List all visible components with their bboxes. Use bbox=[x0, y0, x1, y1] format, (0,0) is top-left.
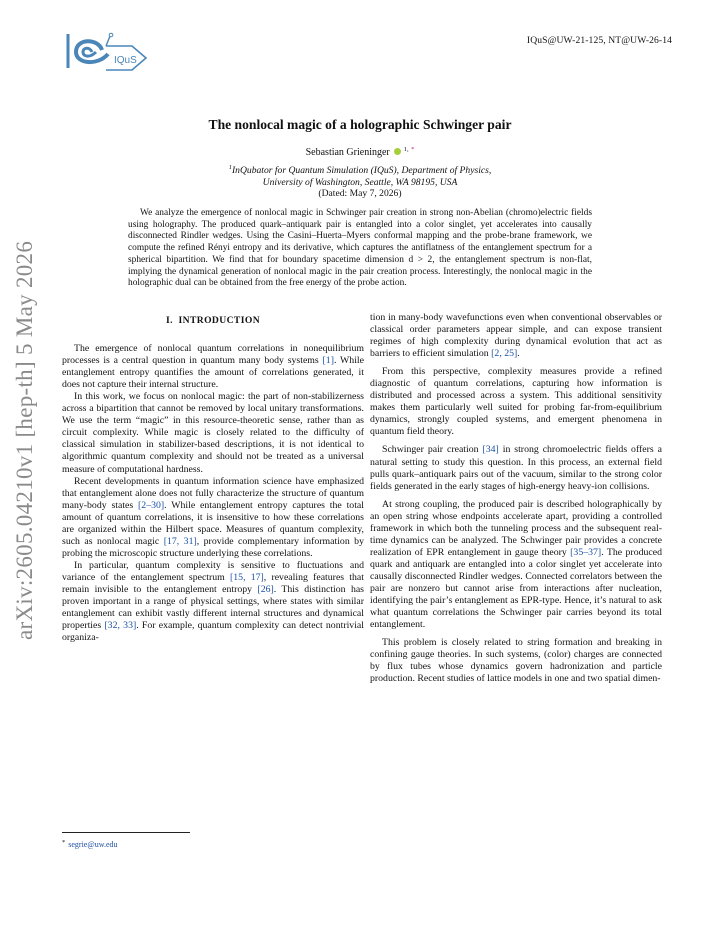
paragraph-text: Schwinger pair creation bbox=[382, 444, 483, 456]
paragraph-text: In this work, we focus on nonlocal magic: the part of non-stabilizerness across a bipartition that cannot be removed by local unitary transformations. We use the term “magic” in this resource-theoretic sense, rather than as circuit complexity. While magic is closely related to the difficulty of classical simulation in stabilizer-based descriptions, it is not identical to algorithmic quantum complexity and should not be treated as a universal measure of computational hardness. bbox=[62, 391, 364, 475]
paragraph-text: . This distinction has proven important in a range of physical settings, where states with similar entanglement can exhibit vastly different internal structures and dynamical properties bbox=[62, 583, 364, 632]
author-email-link[interactable]: segrie@uw.edu bbox=[68, 840, 118, 849]
iqus-logo bbox=[62, 28, 152, 76]
paragraph-text: Recent developments in quantum information science have emphasized that entanglement alone does not fully characterize the structure of quantum many-body states bbox=[62, 475, 364, 511]
paragraph-text: . The produced quark and antiquark are entangled into a color singlet yet accelerate into causally disconnected Rindler wedges. Connected correlators between the pair are nonzero but cannot arise from interactions after nucleation, identifying the pair’s entanglement as EPR-type. Hence, it’s natural to ask what quantum correlations the Schwinger pair carries beyond its total entanglement. bbox=[370, 546, 662, 631]
citation-link[interactable]: [2–30] bbox=[138, 499, 165, 511]
paragraph-text: . While entanglement entropy captures the total amount of quantum correlations, it is insensitive to how these correlations are organized within the Hilbert space. Measures of quantum complexity, such as nonlocal magic bbox=[62, 499, 364, 547]
logo-text: IQuS bbox=[114, 55, 137, 66]
affiliation-mark: 1, bbox=[403, 146, 409, 153]
affiliation-line-1: InQubator for Quantum Simulation (IQuS), Department of Physics, bbox=[231, 165, 492, 176]
footnote-rule bbox=[62, 832, 190, 833]
paragraph-text: in strong chromoelectric fields offers a natural setting to study this question. In this process, an external field pulls quark–antiquark pairs out of the vacuum, similar to the strong color fields generated in the early stages of high-energy heavy-ion collisions. bbox=[370, 444, 663, 492]
citation-link[interactable]: [17, 31] bbox=[163, 535, 197, 547]
author-name: Sebastian Grieninger bbox=[305, 147, 390, 158]
paragraph-text: . bbox=[517, 348, 520, 360]
paragraph-text: . For example, quantum complexity can detect nontrivial organiza- bbox=[62, 620, 364, 644]
report-number: IQuS@UW-21-125, NT@UW-26-14 bbox=[526, 35, 672, 46]
paragraph-text: The emergence of nonlocal quantum correlations in nonequilibrium processes is a central question in quantum many body systems bbox=[62, 343, 364, 367]
footnote-mark: * bbox=[62, 839, 66, 846]
section-number: I. bbox=[165, 315, 173, 326]
paragraph-text: From this perspective, complexity measures provide a refined diagnostic of quantum correlations, capturing how information is distributed and processed across a system. This additional sensitivity makes them particularly well suited for probing far-from-equilibrium dynamics, strongly coupled systems, and emergent phenomena in quantum field theory. bbox=[370, 366, 662, 438]
paragraph bbox=[370, 637, 662, 685]
paragraph bbox=[62, 391, 364, 475]
paragraph bbox=[62, 476, 364, 560]
email-footnote-link[interactable]: * bbox=[411, 146, 415, 153]
paragraph bbox=[370, 312, 662, 360]
dated-line: (Dated: May 7, 2026) bbox=[318, 188, 402, 199]
abstract: We analyze the emergence of nonlocal magic in Schwinger pair creation in strong non-Abelian (chromo)electric fields using holography. The produced quark–antiquark pair is entangled into a color singlet, yet accelerates into causally disconnected Rindler wedges. Using the Casini–Huerta–Myers conformal mapping and the probe-brane framework, we compute the refined Rényi entropy and its derivative, which captures the antiflatness of the entanglement spectrum for a spherical bipartition. We find that for boundary spacetime dimension d > 2, the entanglement spectrum is non-flat, implying the dynamical generation of nonlocal magic in the pair creation process. Interestingly, the nonlocal magic in the holographic dual can be obtained from the free energy of the probe action. bbox=[128, 208, 592, 289]
section-title: INTRODUCTION bbox=[178, 315, 261, 326]
section-heading bbox=[62, 315, 364, 327]
citation-link[interactable]: [26] bbox=[257, 583, 274, 595]
paragraph bbox=[62, 343, 364, 391]
author-line bbox=[0, 146, 720, 158]
right-column bbox=[370, 312, 662, 685]
citation-link[interactable]: [32, 33] bbox=[104, 620, 137, 632]
paragraph bbox=[370, 499, 662, 632]
footnote bbox=[62, 839, 118, 849]
paragraph-text: At strong coupling, the produced pair is described holographically by an open string whose endpoints accelerate apart, providing a controlled framework in which both the tunneling process and the subsequent real-time dynamics can be analyzed. The Schwinger pair provides a concrete realization of EPR entanglement in gauge theory bbox=[370, 498, 662, 558]
paragraph-text: In particular, quantum complexity is sensitive to fluctuations and variance of the entanglement spectrum bbox=[62, 559, 364, 583]
paragraph-text: , provide complementary information by probing the microscopic structure underlying these correlations. bbox=[62, 535, 364, 559]
affiliation bbox=[0, 162, 720, 189]
citation-link[interactable]: [1] bbox=[322, 355, 334, 367]
left-paragraphs bbox=[62, 343, 364, 644]
citation-link[interactable]: [34] bbox=[482, 444, 499, 456]
citation-link[interactable]: [15, 17] bbox=[230, 571, 264, 583]
paragraph bbox=[370, 366, 662, 438]
paragraph-text: This problem is closely related to string formation and breaking in confining gauge theories. In such systems, (color) charges are connected by flux tubes whose dynamics govern hadronization and particle production. Recent studies of lattice models in one and two spatial dimen- bbox=[370, 637, 662, 685]
paragraph-text: tion in many-body wavefunctions even when conventional observables or classical order parameters appear simple, and can expose transient regimes of high complexity during dynamical evolution that act as barriers to efficient simulation bbox=[370, 312, 662, 360]
iqus-logo-icon bbox=[62, 28, 152, 76]
paper-title: The nonlocal magic of a holographic Schwinger pair bbox=[208, 117, 512, 132]
affiliation-number: 1 bbox=[228, 164, 232, 171]
paragraph bbox=[62, 560, 364, 644]
affiliation-line-2: University of Washington, Seattle, WA 98195, USA bbox=[262, 177, 458, 188]
paragraph-text: , revealing features that remain invisible to the entanglement entropy bbox=[62, 571, 364, 595]
paragraph bbox=[370, 444, 662, 492]
paragraph-text: . While entanglement entropy quantifies the amount of correlations generated, it does not capture their internal structure. bbox=[62, 355, 364, 391]
orcid-icon[interactable] bbox=[394, 148, 401, 155]
citation-link[interactable]: [2, 25] bbox=[491, 348, 518, 360]
left-column bbox=[62, 312, 364, 644]
right-paragraphs bbox=[370, 312, 662, 685]
arxiv-stamp: arXiv:2605.04210v1 [hep-th] 5 May 2026 bbox=[12, 240, 37, 640]
citation-link[interactable]: [35–37] bbox=[570, 546, 602, 558]
